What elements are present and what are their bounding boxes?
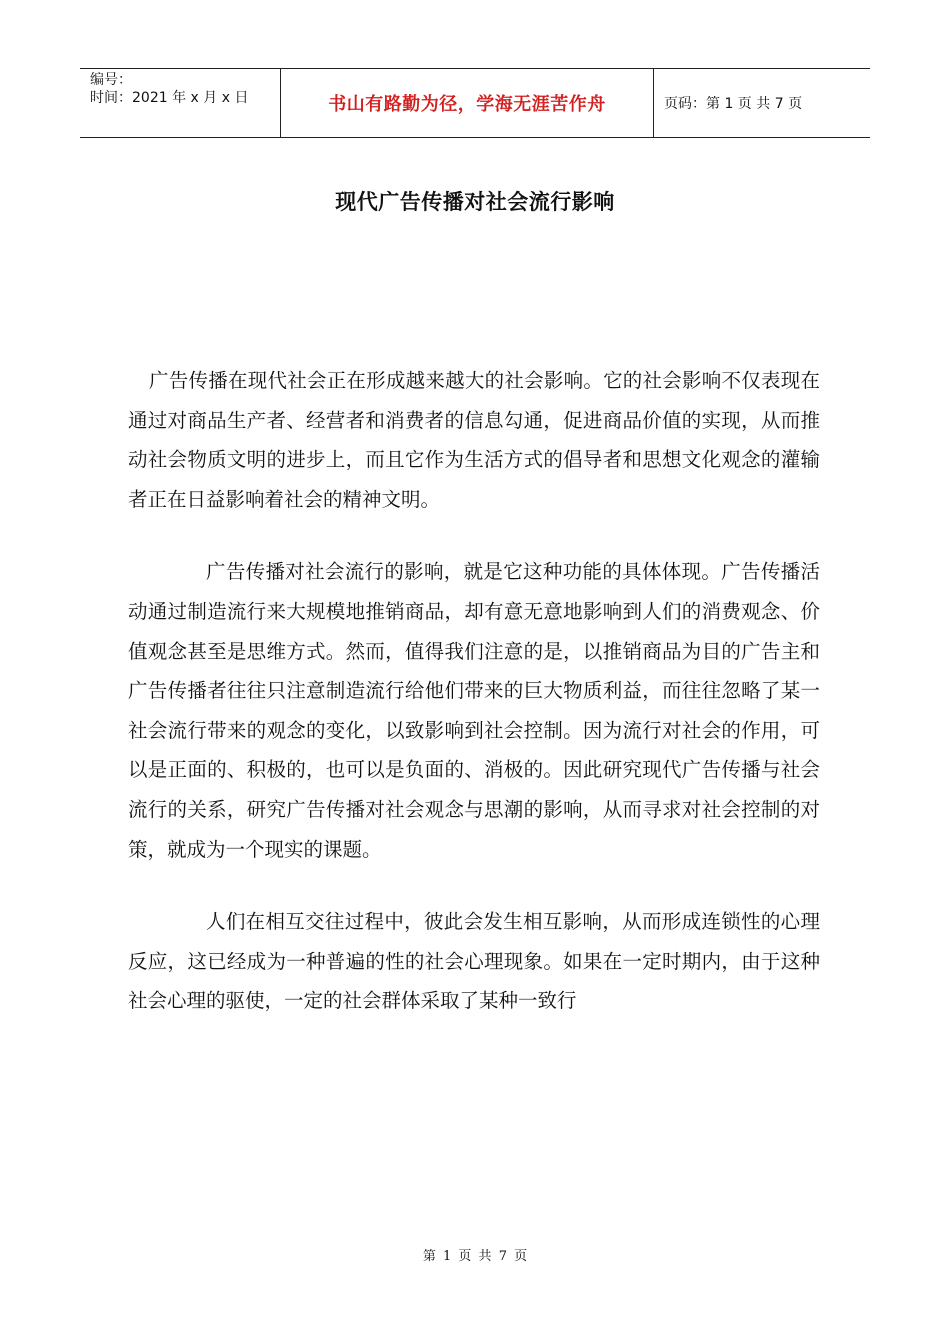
header-motto-cell	[281, 69, 654, 137]
page-code-text: 页码：第 1 页 共 7 页	[664, 96, 803, 112]
header-meta	[80, 69, 281, 137]
paragraph-3: 人们在相互交往过程中，彼此会发生相互影响，从而形成连锁性的心理反应，这已经成为一种普遍的性的社会心理现象。如果在一定时期内，由于这种社会心理的驱使，一定的社会群体采取了某种一致行	[128, 910, 820, 1013]
time-label: 时间：2021 年 x 月 x 日	[90, 90, 249, 106]
header-page-code	[654, 69, 870, 137]
number-label: 编号：	[90, 72, 132, 88]
page-header	[80, 68, 870, 138]
paragraph-2: 广告传播对社会流行的影响，就是它这种功能的具体体现。广告传播活动通过制造流行来大规模地推销商品，却有意无意地影响到人们的消费观念、价值观念甚至是思维方式。然而，值得我们注意的是，以推销商品为目的广告主和广告传播者往往只注意制造流行给他们带来的巨大物质利益，而往往忽略了某一社会流行带来的观念的变化，以致影响到社会控制。因为流行对社会的作用，可以是正面的、积极的，也可以是负面的、消极的。因此研究现代广告传播与社会流行的关系，研究广告传播对社会观念与思潮的影响，从而寻求对社会控制的对策，就成为一个现实的课题。	[128, 560, 820, 861]
document-body	[128, 361, 820, 1054]
motto-text: 书山有路勤为径，学海无涯苦作舟	[328, 94, 606, 115]
page-footer: 第 1 页 共 7 页	[422, 1249, 528, 1264]
document-title: 现代广告传播对社会流行影响	[335, 190, 615, 214]
paragraph-1: 广告传播在现代社会正在形成越来越大的社会影响。它的社会影响不仅表现在通过对商品生产者、经营者和消费者的信息勾通，促进商品价值的实现，从而推动社会物质文明的进步上，而且它作为生活方式的倡导者和思想文化观念的灌输者正在日益影响着社会的精神文明。	[128, 369, 820, 511]
